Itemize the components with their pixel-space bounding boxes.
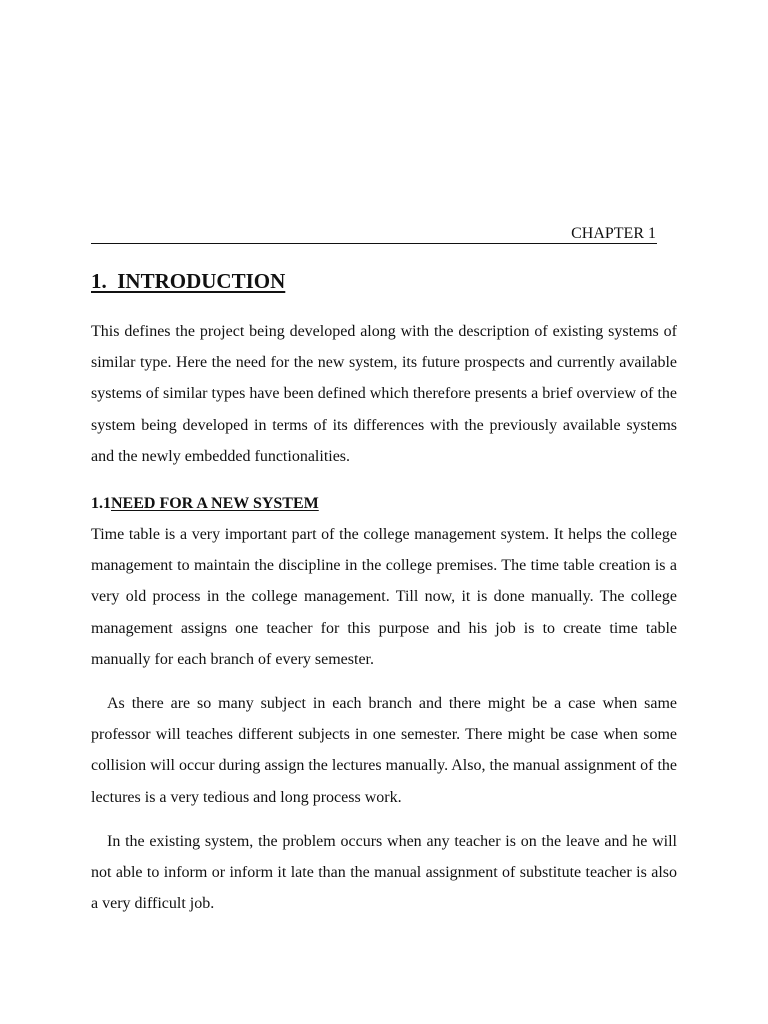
body-paragraph-existing-system: In the existing system, the problem occurs when any teacher is on the leave and he will not able to inform or inform it late than the manual assignment of substitute teacher is also a very difficult job.: [91, 833, 677, 913]
chapter-header-rule: [91, 224, 657, 244]
body-paragraph-collision: As there are so many subject in each branch and there might be a case when same professor will teaches different subjects in one semester. There might be case when some collision will occur during assign the lectures manually. Also, the manual assignment of the lectures is a very tedious and long process work.: [91, 695, 677, 806]
section-number: 1.1: [91, 495, 111, 512]
section-title: NEED FOR A NEW SYSTEM: [111, 495, 319, 512]
section-heading: [91, 492, 319, 516]
body-paragraph-need: Time table is a very important part of the college management system. It helps the college management to maintain the discipline in the college premises. The time table creation is a very old process in the college management. Till now, it is done manually. The college management assigns one teacher for this purpose and his job is to create time table manually for each branch of every semester.: [91, 526, 677, 668]
chapter-title: 1. INTRODUCTION: [91, 269, 286, 293]
intro-paragraph: This defines the project being developed along with the description of existing systems of similar type. Here the need for the new system, its future prospects and currently available systems of similar types have been defined which therefore presents a brief overview of the system being developed in terms of its differences with the previously available systems and the newly embedded functionalities.: [91, 323, 677, 465]
chapter-label: CHAPTER 1: [571, 225, 656, 242]
